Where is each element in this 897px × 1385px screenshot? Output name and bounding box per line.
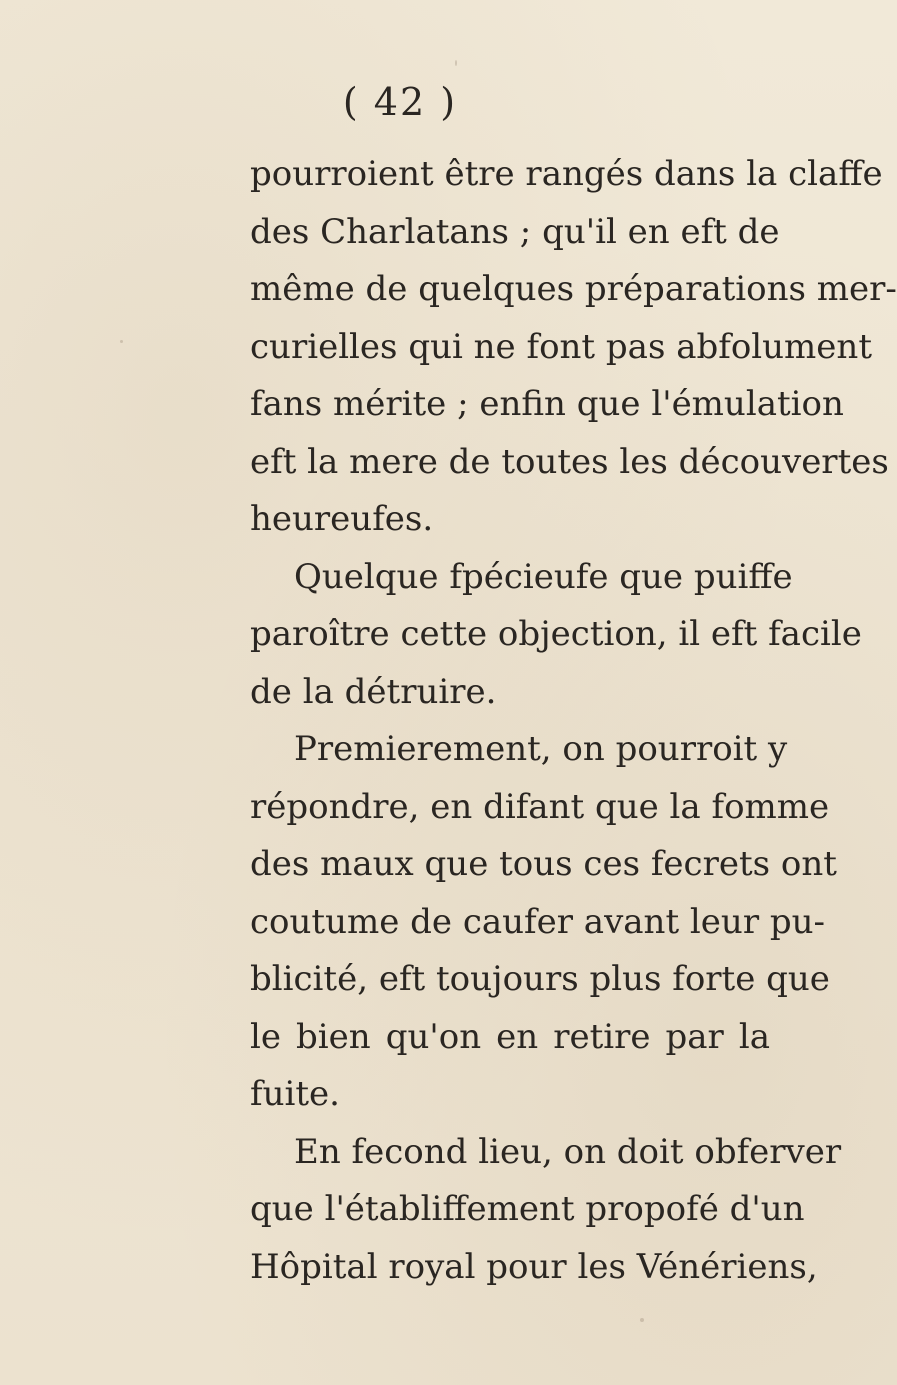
paper-speck [120,340,123,343]
text-line: curielles qui ne font pas abfolument [250,326,872,367]
text-line: des maux que tous ces fecrets ont [250,844,837,884]
text-line: heureufes. [250,499,434,539]
text-line: En fecond lieu, on doit obferver [294,1131,842,1172]
page-number: ( 42 ) [342,80,458,124]
paper-speck [640,1318,644,1322]
paper-speck [455,60,457,66]
text-line: Hôpital royal pour les Vénériens, [250,1246,818,1287]
text-line: de la détruire. [250,671,497,712]
text-line: que l'établiffement propofé d'un [250,1189,805,1229]
text-line: répondre, en difant que la fomme [250,786,830,827]
body-text [250,146,897,1296]
text-line: Quelque fpécieufe que puiffe [294,556,793,597]
text-line: coutume de caufer avant leur pu- [250,901,826,942]
text-line: pourroient être rangés dans la claffe [250,154,883,194]
text-line: même de quelques préparations mer- [250,269,897,309]
text-line: blicité, eft toujours plus forte que [250,959,830,999]
text-line: eft la mere de toutes les découvertes [250,441,889,482]
text-line: le bien qu'on en retire par la [250,1016,770,1057]
text-line: fuite. [250,1074,340,1114]
text-line: Premierement, on pourroit y [294,729,788,769]
text-line: paroître cette objection, il eft facile [250,614,862,654]
text-line: des Charlatans ; qu'il en eft de [250,211,780,252]
text-line: fans mérite ; enfin que l'émulation [250,384,844,424]
